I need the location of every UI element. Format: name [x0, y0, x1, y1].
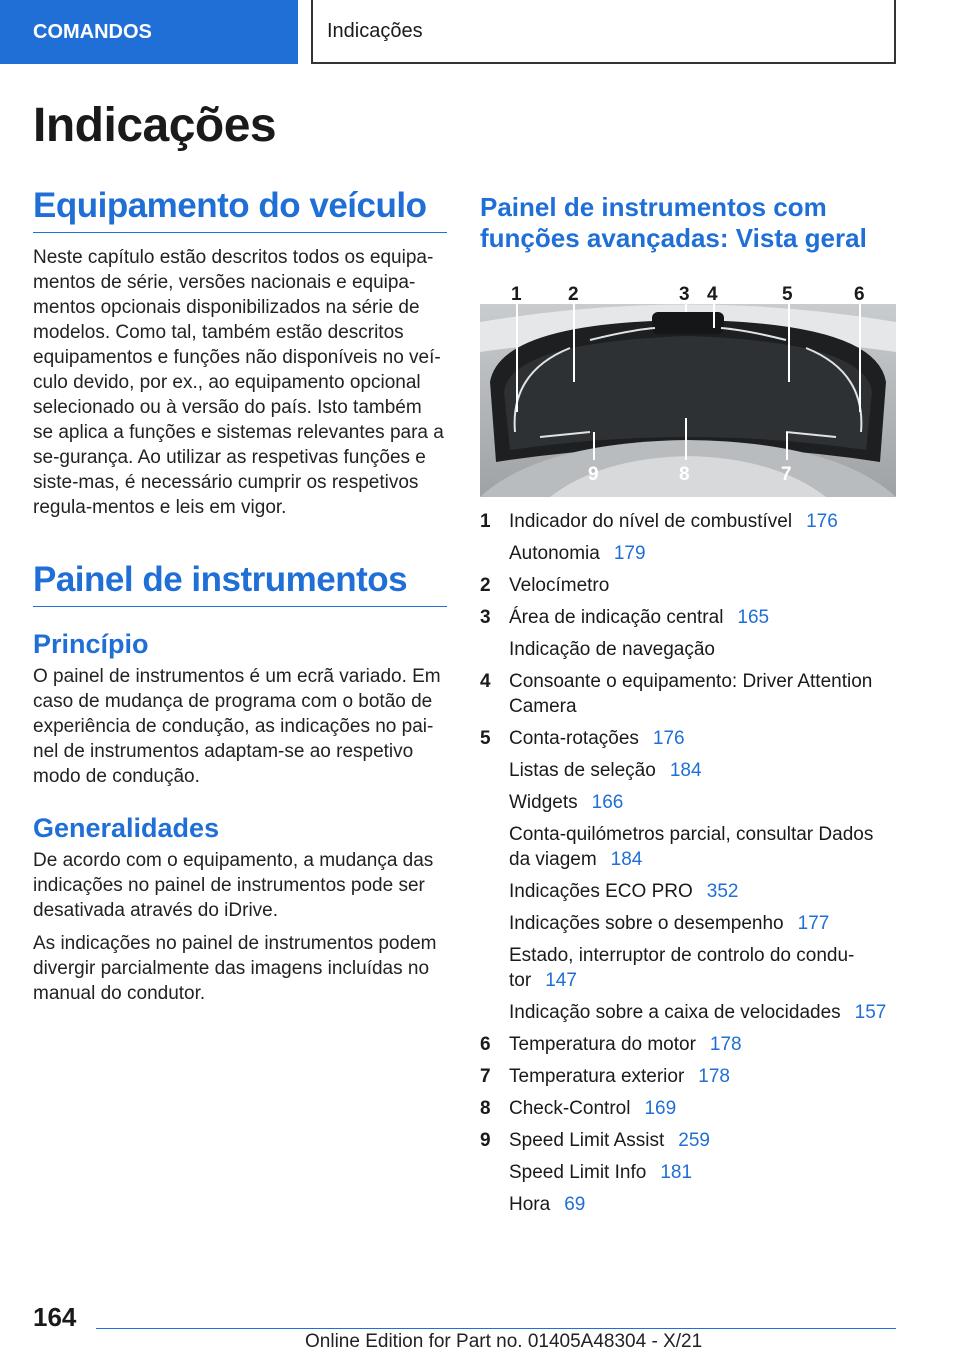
callout-4: 4 [707, 284, 718, 305]
legend-entry-text: Speed Limit Info [509, 1162, 647, 1183]
legend-item-number: 7 [480, 1066, 491, 1087]
callout-8: 8 [679, 464, 690, 485]
section-label: COMANDOS [33, 20, 152, 43]
page-reference-link[interactable]: 178 [698, 1066, 730, 1087]
callout-9: 9 [588, 464, 599, 485]
legend-item [480, 1128, 896, 1224]
legend-entry-text: Velocímetro [509, 575, 610, 596]
legend-entry-text: Speed Limit Assist [509, 1130, 665, 1151]
callout-3: 3 [679, 284, 690, 305]
footer-divider [96, 1328, 896, 1329]
panel-heading: Painel de instrumentos [33, 560, 447, 607]
legend-item [480, 1064, 896, 1096]
legend-item-number: 9 [480, 1130, 491, 1151]
legend-entry [509, 669, 896, 719]
page-reference-link[interactable]: 259 [678, 1130, 710, 1151]
legend-entry [509, 879, 896, 904]
page-reference-link[interactable]: 181 [660, 1162, 693, 1183]
legend-item-number: 8 [480, 1098, 491, 1119]
callout-6: 6 [854, 284, 865, 305]
page-reference-link[interactable]: 176 [652, 728, 685, 749]
page-reference-link[interactable]: 178 [709, 1034, 742, 1055]
legend-entry [509, 1128, 896, 1153]
legend-entry-text: Indicações ECO PRO [509, 881, 693, 902]
page-reference-link[interactable]: 184 [669, 760, 702, 781]
legend-item-number: 1 [480, 511, 491, 532]
legend-entry [509, 605, 896, 630]
left-column [33, 186, 447, 1006]
legend-entry [509, 541, 896, 566]
callout-7: 7 [781, 464, 792, 485]
page-reference-link[interactable]: 69 [564, 1194, 586, 1215]
legend-entry [509, 1192, 896, 1217]
legend-entry [509, 509, 896, 534]
legend-entry [509, 573, 896, 598]
legend-item-number: 6 [480, 1034, 491, 1055]
legend-entry-text: Consoante o equipamento: Driver Attention Camera [509, 671, 873, 717]
legend-entry-text: Conta-rotações [509, 728, 639, 749]
legend-item [480, 1096, 896, 1128]
legend-entry [509, 1160, 896, 1185]
legend-item [480, 1032, 896, 1064]
page-reference-link[interactable]: 184 [610, 849, 643, 870]
legend-item [480, 669, 896, 726]
legend-item-number: 5 [480, 728, 491, 749]
legend-entry-text: Conta-quilómetros parcial, consultar Dados da viagem [509, 824, 874, 870]
cluster-illustration [480, 282, 896, 497]
page-title: Indicações [33, 99, 277, 152]
chapter-label: Indicações [327, 19, 423, 42]
legend-entry-text: Listas de seleção [509, 760, 656, 781]
page-reference-link[interactable]: 169 [644, 1098, 677, 1119]
legend-item [480, 509, 896, 573]
page-reference-link[interactable]: 165 [737, 607, 770, 628]
legend-entry-text: Indicações sobre o desempenho [509, 913, 784, 934]
legend-entry [509, 1000, 896, 1025]
legend-entry [509, 1096, 896, 1121]
legend-item-number: 4 [480, 671, 491, 692]
legend-item [480, 605, 896, 669]
legend-entry-text: Temperatura exterior [509, 1066, 685, 1087]
legend-entry [509, 758, 896, 783]
overview-heading: Painel de instrumentos com funções avançadas: Vista geral [480, 192, 867, 253]
principle-text: O painel de instrumentos é um ecrã variado. Em caso de mudança de programa com o botão de experiência de condução, as indicações no pai-nel de instrumentos adaptam-se ao respetivo modo de condução. [33, 666, 441, 787]
legend-entry [509, 1064, 896, 1089]
page-reference-link[interactable]: 147 [545, 970, 577, 991]
equipment-heading: Equipamento do veículo [33, 186, 447, 233]
general-text-1: De acordo com o equipamento, a mudança das indicações no painel de instrumentos pode ser desativada através do iDrive. [33, 850, 434, 921]
legend-entry-text: Indicador do nível de combustível [509, 511, 793, 532]
instrument-cluster-image [480, 282, 896, 497]
page-reference-link[interactable]: 177 [797, 913, 830, 934]
legend-entry-text: Área de indicação central [509, 607, 724, 628]
page-reference-link[interactable]: 352 [706, 881, 739, 902]
legend-entry [509, 637, 896, 662]
legend-entry [509, 911, 896, 936]
general-heading: Generalidades [33, 813, 220, 843]
callout-2: 2 [568, 284, 579, 305]
callout-5: 5 [782, 284, 793, 305]
legend-entry-text: Estado, interruptor de controlo do condu-tor [509, 945, 855, 991]
legend-entry-text: Hora [509, 1194, 551, 1215]
page-reference-link[interactable]: 179 [613, 543, 646, 564]
general-text-2: As indicações no painel de instrumentos podem divergir parcialmente das imagens incluídas no manual do condutor. [33, 933, 437, 1004]
page-reference-link[interactable]: 176 [806, 511, 838, 532]
legend-entry-text: Autonomia [509, 543, 600, 564]
callout-1: 1 [511, 284, 522, 305]
legend-entry [509, 1032, 896, 1057]
legend-entry-text: Indicação sobre a caixa de velocidades [509, 1002, 841, 1023]
legend-entry [509, 822, 896, 872]
legend-item [480, 726, 896, 1032]
principle-heading: Princípio [33, 629, 149, 659]
legend-entry [509, 943, 896, 993]
legend-entry-text: Widgets [509, 792, 578, 813]
legend-entry [509, 790, 896, 815]
legend-item [480, 573, 896, 605]
legend-entry-text: Indicação de navegação [509, 639, 715, 660]
legend-entry [509, 726, 896, 751]
legend-list [480, 509, 896, 1224]
chapter-header [311, 0, 896, 64]
page-reference-link[interactable]: 157 [854, 1002, 887, 1023]
legend-entry-text: Temperatura do motor [509, 1034, 696, 1055]
page-number: 164 [33, 1302, 77, 1332]
right-column [480, 186, 896, 1224]
legend-item-number: 3 [480, 607, 491, 628]
legend-entry-text: Check-Control [509, 1098, 631, 1119]
page-reference-link[interactable]: 166 [591, 792, 624, 813]
equipment-text: Neste capítulo estão descritos todos os equipa-mentos de série, versões nacionais e equipa-mentos opcionais disponibilizados na série de modelos. Como tal, também estão descritos equipamentos e funções não disponíveis no veí-culo devido, por ex., ao equipamento opcional selecionado ou à versão do país. Isto também se aplica a funções e sistemas relevantes para a se-gurança. Ao utilizar as respetivas funções e siste-mas, é necessário cumprir os respetivos regula-mentos e leis em vigor. [33, 247, 444, 518]
legend-item-number: 2 [480, 575, 491, 596]
footer-edition: Online Edition for Part no. 01405A48304 - X/21 [305, 1331, 703, 1352]
section-tab [0, 0, 298, 64]
